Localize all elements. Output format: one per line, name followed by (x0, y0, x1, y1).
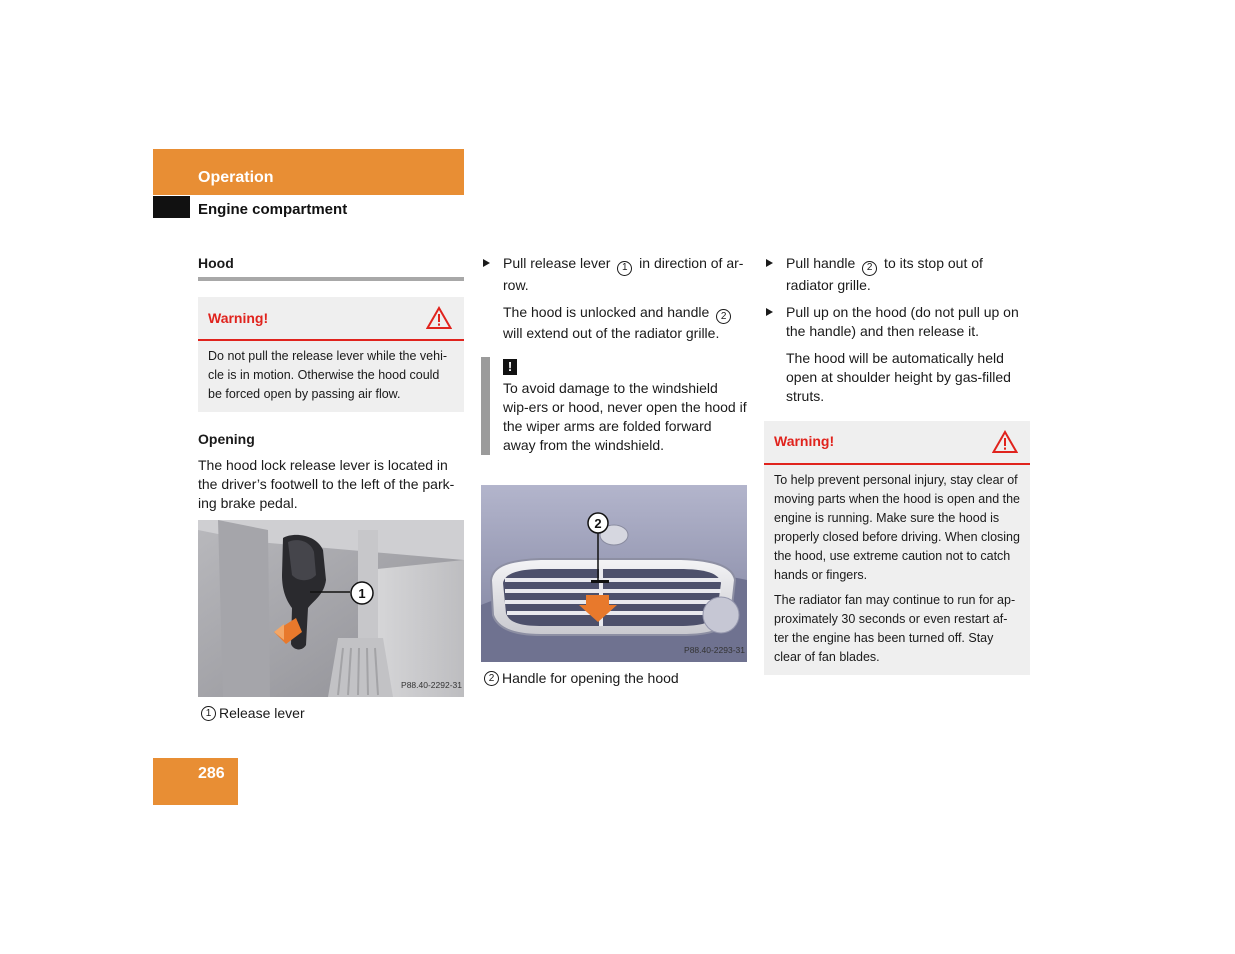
callout-number: 1 (201, 706, 216, 721)
step-text: Pull handle (786, 255, 860, 271)
warning-paragraph: The radiator fan may continue to run for ap-proximately 30 seconds or even restart af-ter the engine has been turned off. Stay clear of fan blades. (774, 592, 1016, 664)
step-text: to its stop out of radiator grille. (786, 255, 983, 293)
notice-bar (481, 357, 490, 455)
callout-number: 2 (862, 261, 877, 276)
warning-paragraph: To help prevent personal injury, stay clear of moving parts when the hood is open and the engine is running. Make sure the hood is properly closed before driving. When closing the hood, use extreme caution not to catch hands or fingers. (774, 472, 1021, 582)
column-right (764, 254, 1030, 693)
step-pull-release-lever (481, 254, 747, 295)
opening-heading: Opening (198, 431, 255, 447)
hood-heading: Hood (198, 254, 464, 281)
callout-number: 2 (716, 309, 731, 324)
figure-callout-2: 2 (594, 516, 602, 531)
warning-header (764, 421, 1030, 465)
opening-text: The hood lock release lever is located in the driver’s footwell to the left of the park-ing brake pedal. (198, 457, 455, 511)
callout-number: 2 (484, 671, 499, 686)
column-left (198, 254, 464, 723)
warning-body (764, 465, 1030, 675)
page-number: 286 (198, 765, 225, 782)
notice-text: To avoid damage to the windshield wip-ers or hood, never open the hood if the wiper arms are folded forward away from the windshield. (503, 380, 747, 453)
warning-body: Do not pull the release lever while the vehi-cle is in motion. Otherwise the hood could be forced open by passing air flow. (208, 349, 448, 401)
section-title: Engine compartment (198, 201, 348, 218)
step-pull-up-hood: Pull up on the hood (do not pull up on the handle) and then release it. (764, 303, 1030, 341)
step-pull-handle (764, 254, 1030, 295)
grille-illustration (481, 485, 747, 662)
figure-caption (481, 669, 747, 688)
warning-header (198, 297, 464, 341)
footwell-illustration (198, 520, 464, 697)
result-text: will extend out of the radiator grille. (503, 325, 720, 341)
figure-callout-1: 1 (358, 586, 366, 601)
step-text: Pull release lever (503, 255, 615, 271)
caption-text: Release lever (219, 705, 305, 721)
step-result (481, 303, 747, 344)
column-middle (481, 254, 747, 688)
result-text: The hood is unlocked and handle (503, 303, 714, 320)
exclamation-icon: ! (503, 359, 517, 375)
warning-title: Warning! (774, 433, 835, 449)
figure-caption (198, 704, 464, 723)
chapter-title: Operation (198, 169, 274, 186)
notice-box (481, 357, 747, 455)
section-marker (153, 196, 190, 218)
warning-box-moving-parts (764, 421, 1030, 675)
hood-handle-figure (481, 485, 747, 662)
step-result: The hood will be automatically held open at shoulder height by gas-filled struts. (786, 349, 1011, 404)
warning-box-release-lever (198, 297, 464, 412)
release-lever-figure (198, 520, 464, 697)
warning-triangle-icon (992, 430, 1018, 454)
figure-code: P88.40-2293-31 (684, 645, 745, 655)
warning-title: Warning! (208, 309, 269, 326)
page-number-box (153, 758, 238, 805)
warning-triangle-icon (426, 306, 452, 330)
caption-text: Handle for opening the hood (502, 670, 679, 686)
step-text: in direction of ar-row. (503, 255, 744, 293)
callout-number: 1 (617, 261, 632, 276)
figure-code: P88.40-2292-31 (401, 680, 462, 690)
